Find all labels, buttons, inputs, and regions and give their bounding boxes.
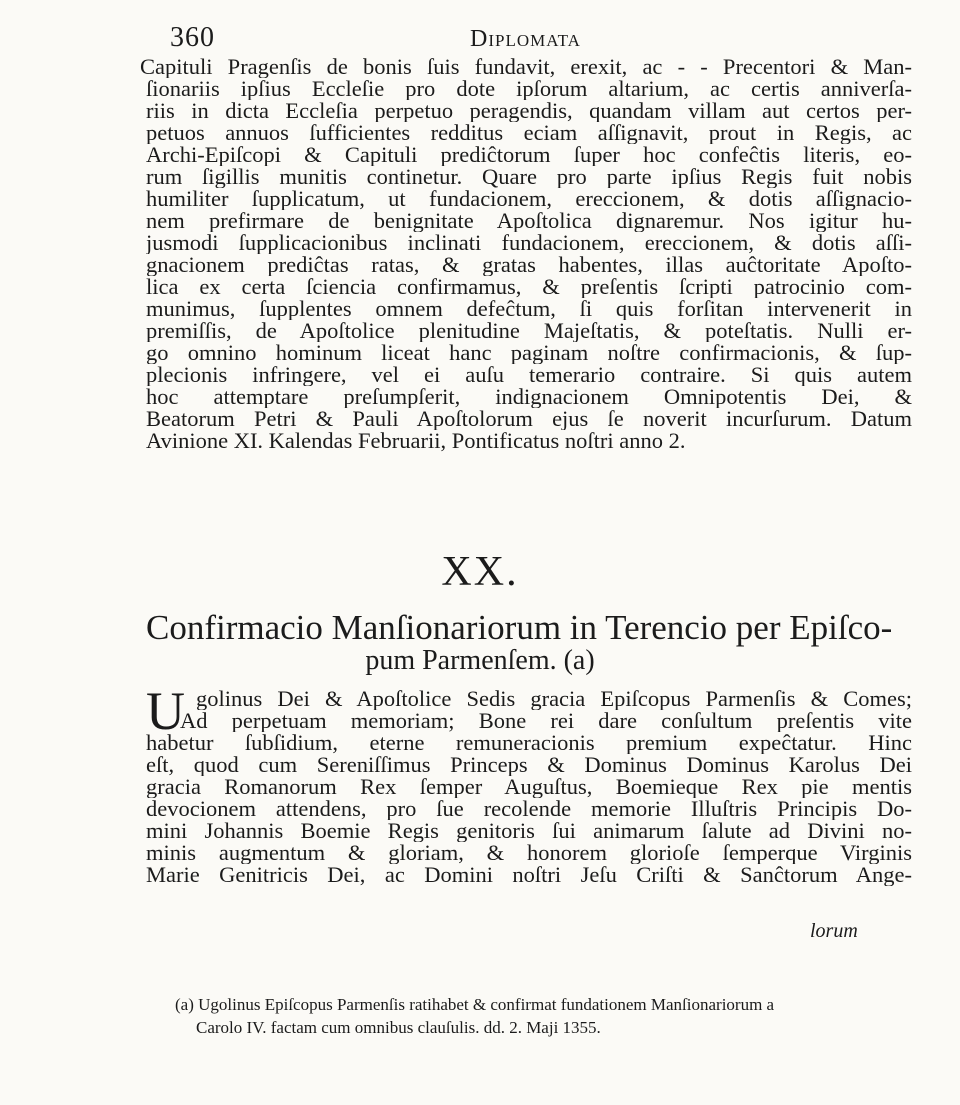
text-line: devocionem attendens, pro ſue recolende memorie Illuſtris Principis Do-: [146, 798, 912, 820]
body-text-block-2: [146, 688, 912, 886]
text-line: rum ſigillis munitis continetur. Quare pro parte ipſius Regis fuit nobis: [146, 166, 912, 188]
text-line: minis augmentum & gloriam, & honorem glorioſe ſemperque Virginis: [146, 842, 912, 864]
text-line: golinus Dei & Apoſtolice Sedis gracia Epiſcopus Parmenſis & Comes;: [196, 688, 912, 710]
section-title-line-2: pum Parmenſem. (a): [365, 645, 595, 676]
text-line: jusmodi ſupplicacionibus inclinati fundacionem, ereccionem, & dotis aſſi-: [146, 232, 912, 254]
text-line: Capituli Pragenſis de bonis ſuis fundavit, erexit, ac - - Precentori & Man-: [140, 56, 912, 78]
text-line: gnacionem prediĉtas ratas, & gratas habentes, illas auĉtoritate Apoſto-: [146, 254, 912, 276]
text-line: habetur ſubſidium, eterne remuneracionis premium expeĉtatur. Hinc: [146, 732, 912, 754]
text-line: humiliter ſupplicatum, ut fundacionem, ereccionem, & dotis aſſignacio-: [146, 188, 912, 210]
text-line: riis in dicta Eccleſia perpetuo peragendis, quandam villam aut certos per-: [146, 100, 912, 122]
page-number: 360: [170, 22, 215, 53]
text-line: premiſſis, de Apoſtolice plenitudine Majeſtatis, & poteſtatis. Nulli er-: [146, 320, 912, 342]
text-line: Archi-Epiſcopi & Capituli prediĉtorum ſuper hoc confeĉtis literis, eo-: [146, 144, 912, 166]
text-line: ſionariis ipſius Eccleſie pro dote ipſorum altarium, ac certis anniverſa-: [146, 78, 912, 100]
text-line: hoc attemptare preſumpſerit, indignacionem Omnipotentis Dei, &: [146, 386, 912, 408]
text-line: plecionis infringere, vel ei auſu temerario contraire. Si quis autem: [146, 364, 912, 386]
text-line: nem prefirmare de benignitate Apoſtolica dignaremur. Nos igitur hu-: [146, 210, 912, 232]
text-line: mini Johannis Boemie Regis genitoris ſui animarum ſalute ad Divini no-: [146, 820, 912, 842]
text-line: Avinione XI. Kalendas Februarii, Pontificatus noſtri anno 2.: [146, 430, 686, 452]
text-line: gracia Romanorum Rex ſemper Auguſtus, Boemieque Rex pie mentis: [146, 776, 912, 798]
footnote-line-2: Carolo IV. factam cum omnibus clauſulis. dd. 2. Maji 1355.: [196, 1018, 601, 1037]
text-line: Marie Genitricis Dei, ac Domini noſtri Jeſu Criſti & Sanĉtorum Ange-: [146, 864, 912, 886]
text-line: go omnino hominum liceat hanc paginam noſtre confirmacionis, & ſup-: [146, 342, 912, 364]
body-text-block-1: [140, 56, 912, 452]
text-line: lica ex certa ſciencia confirmamus, & preſentis ſcripti patrocinio com-: [146, 276, 912, 298]
text-line: Ad perpetuam memoriam; Bone rei dare conſultum preſentis vite: [180, 710, 912, 732]
footnote-line-1: (a) Ugolinus Epiſcopus Parmenſis ratihabet & confirmat fundationem Manſionariorum a: [175, 995, 775, 1014]
text-line: Beatorum Petri & Pauli Apoſtolorum ejus ſe noverit incurſurum. Datum: [146, 408, 912, 430]
text-line: petuos annuos ſufficientes redditus eciam aſſignavit, prout in Regis, ac: [146, 122, 912, 144]
page-header: [170, 16, 910, 56]
section-title-line-1: Confirmacio Manſionariorum in Terencio per Epiſco-: [146, 608, 893, 647]
catchword: lorum: [810, 920, 858, 942]
drop-cap: U: [146, 681, 185, 741]
running-head: Diplomata: [470, 26, 581, 52]
text-line: munimus, ſupplentes omnem defeĉtum, ſi quis forſitan intervenerit in: [146, 298, 912, 320]
text-line: eſt, quod cum Sereniſſimus Princeps & Dominus Dominus Karolus Dei: [146, 754, 912, 776]
section-number: XX.: [441, 549, 519, 595]
